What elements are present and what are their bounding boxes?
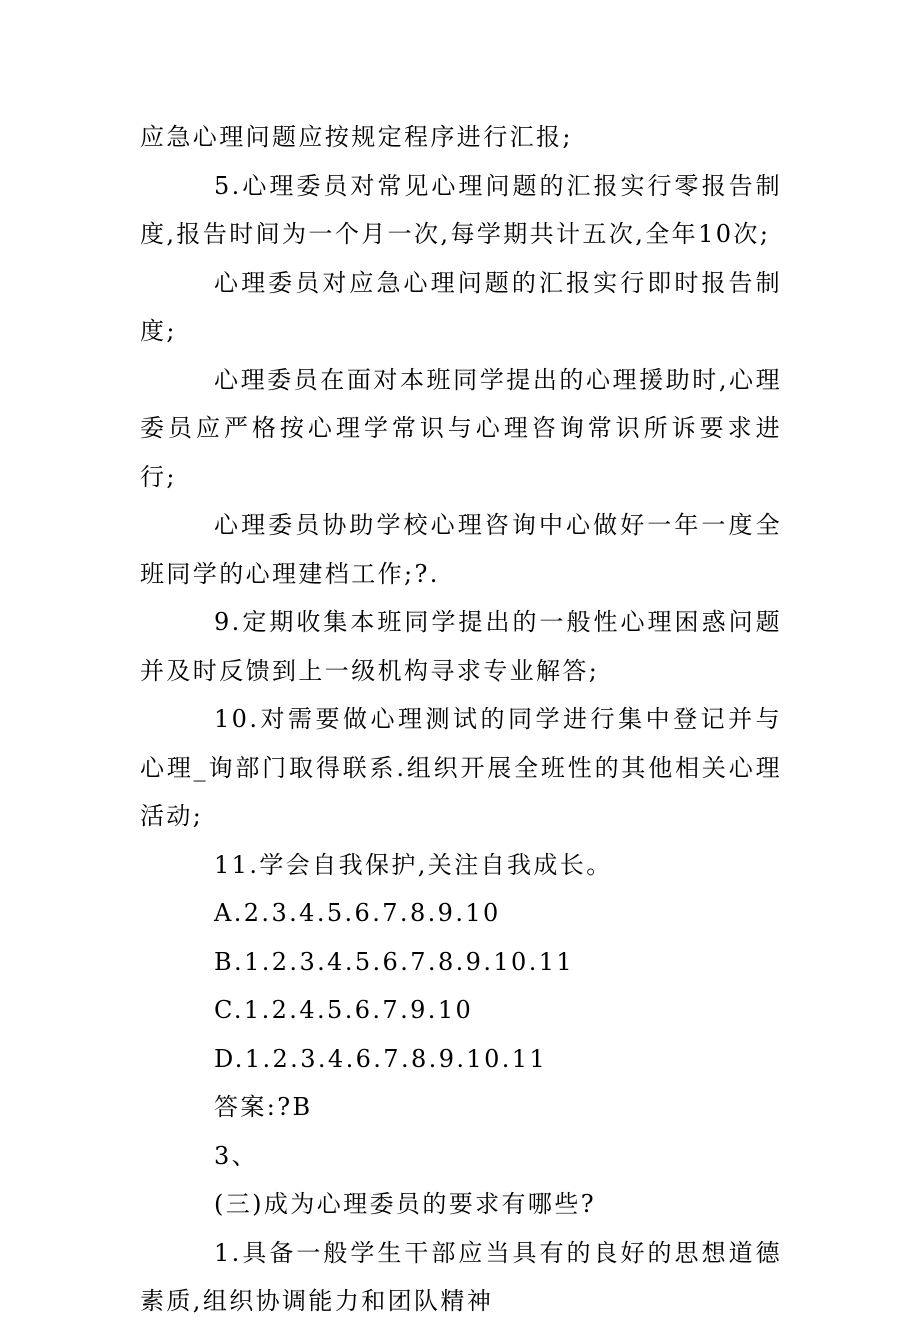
paragraph-5: 心理委员协助学校心理咨询中心做好一年一度全班同学的心理建档工作;?. xyxy=(140,511,782,588)
paragraph-1: 应急心理问题应按规定程序进行汇报; xyxy=(140,123,573,151)
answer-line: 答案:?B xyxy=(214,1093,313,1121)
paragraph-7: 10.对需要做心理测试的同学进行集中登记并与心理_询部门取得联系.组织开展全班性的其他相关心理活动; xyxy=(140,705,782,830)
paragraph-6: 9.定期收集本班同学提出的一般性心理困惑问题并及时反馈到上一级机构寻求专业解答; xyxy=(140,608,782,685)
paragraph-2: 5.心理委员对常见心理问题的汇报实行零报告制度,报告时间为一个月一次,每学期共计五次,全年10次; xyxy=(140,171,782,248)
document-body xyxy=(140,113,782,1326)
option-a: A.2.3.4.5.6.7.8.9.10 xyxy=(214,899,501,927)
paragraph-requirement-1: 1.具备一般学生干部应当具有的良好的思想道德素质,组织协调能力和团队精神 xyxy=(140,1238,782,1315)
option-b: B.1.2.3.4.5.6.7.8.9.10.11 xyxy=(214,947,575,976)
question-number: 3、 xyxy=(214,1141,259,1170)
section-heading: (三)成为心理委员的要求有哪些? xyxy=(214,1190,596,1218)
paragraph-3: 心理委员对应急心理问题的汇报实行即时报告制度; xyxy=(140,268,782,345)
option-d: D.1.2.3.4.6.7.8.9.10.11 xyxy=(214,1044,548,1073)
paragraph-4: 心理委员在面对本班同学提出的心理援助时,心理委员应严格按心理学常识与心理咨询常识所诉要求进行; xyxy=(140,365,782,491)
option-c: C.1.2.4.5.6.7.9.10 xyxy=(214,996,474,1024)
paragraph-8: 11.学会自我保护,关注自我成长。 xyxy=(214,850,613,879)
